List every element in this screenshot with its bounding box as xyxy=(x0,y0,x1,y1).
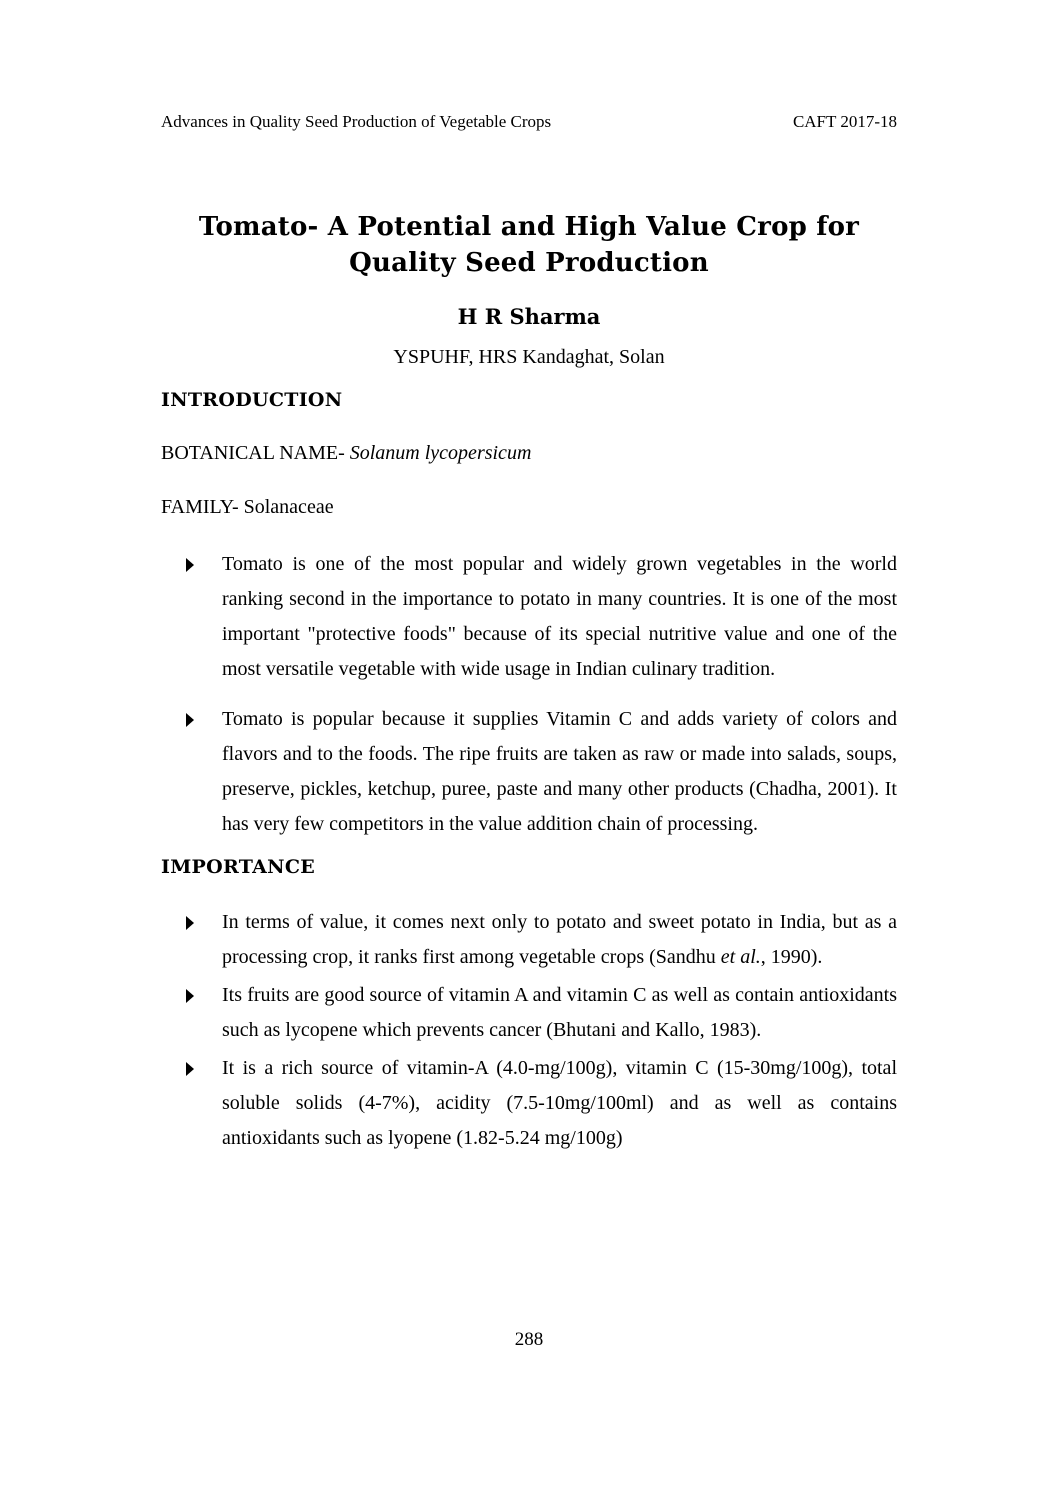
bullet-paragraph: Its fruits are good source of vitamin A and vitamin C as well as contain antioxidants such as lycopene which prevents cancer (Bhutani and Kallo, 1983). xyxy=(222,983,897,1041)
bullet-paragraph: Tomato is popular because it supplies Vitamin C and adds variety of colors and flavors and to the foods. The ripe fruits are taken as raw or made into salads, soups, preserve, pickles, ketchup, puree, paste and many other products (Chadha, 2001). It has very few competitors in the value addition chain of processing. xyxy=(222,707,897,835)
introduction-bullet-list xyxy=(161,547,897,842)
triangle-bullet-icon xyxy=(161,1051,222,1076)
triangle-bullet-icon xyxy=(161,905,222,930)
botanical-name-value: Solanum lycopersicum xyxy=(349,441,532,464)
list-item xyxy=(161,702,897,842)
bullet-text-post: , 1990). xyxy=(760,945,823,968)
triangle-bullet-icon xyxy=(161,978,222,1003)
header-caft-label: CAFT 2017-18 xyxy=(792,112,897,131)
botanical-name-label: BOTANICAL NAME- xyxy=(161,441,350,464)
list-item xyxy=(161,1051,897,1156)
bullet-paragraph xyxy=(222,905,897,975)
document-title: Tomato- A Potential and High Value Crop for Quality Seed Production xyxy=(198,212,860,278)
bullet-text-citation-latin: et al. xyxy=(720,945,761,968)
bullet-text-pre: In terms of value, it comes next only to potato and sweet potato in India, but as a processing crop, it ranks first among vegetable crops (Sandhu xyxy=(222,910,897,968)
triangle-bullet-icon xyxy=(161,547,222,572)
triangle-bullet-icon xyxy=(161,702,222,727)
bullet-paragraph: It is a rich source of vitamin-A (4.0-mg/100g), vitamin C (15-30mg/100g), total soluble solids (4-7%), acidity (7.5-10mg/100ml) and as well as contains antioxidants such as lyopene (1.82-5.24 mg/100g) xyxy=(222,1056,897,1149)
page-number: 288 xyxy=(514,1329,544,1350)
author-affiliation: YSPUHF, HRS Kandaghat, Solan xyxy=(393,345,665,368)
importance-heading: IMPORTANCE xyxy=(161,855,316,878)
family-line: FAMILY- Solanaceae xyxy=(161,495,334,518)
botanical-name-line xyxy=(161,442,897,465)
introduction-heading: INTRODUCTION xyxy=(161,388,343,411)
header-running-title: Advances in Quality Seed Production of Vegetable Crops xyxy=(161,112,552,131)
list-item xyxy=(161,905,897,975)
author-name: H R Sharma xyxy=(457,303,601,329)
list-item xyxy=(161,978,897,1048)
importance-bullet-list xyxy=(161,905,897,1156)
page-header xyxy=(161,0,897,132)
bullet-paragraph: Tomato is one of the most popular and widely grown vegetables in the world ranking second in the importance to potato in many countries. It is one of the most important "protective foods" because of its special nutritive value and one of the most versatile vegetable with wide usage in Indian culinary tradition. xyxy=(222,552,897,680)
list-item xyxy=(161,547,897,687)
